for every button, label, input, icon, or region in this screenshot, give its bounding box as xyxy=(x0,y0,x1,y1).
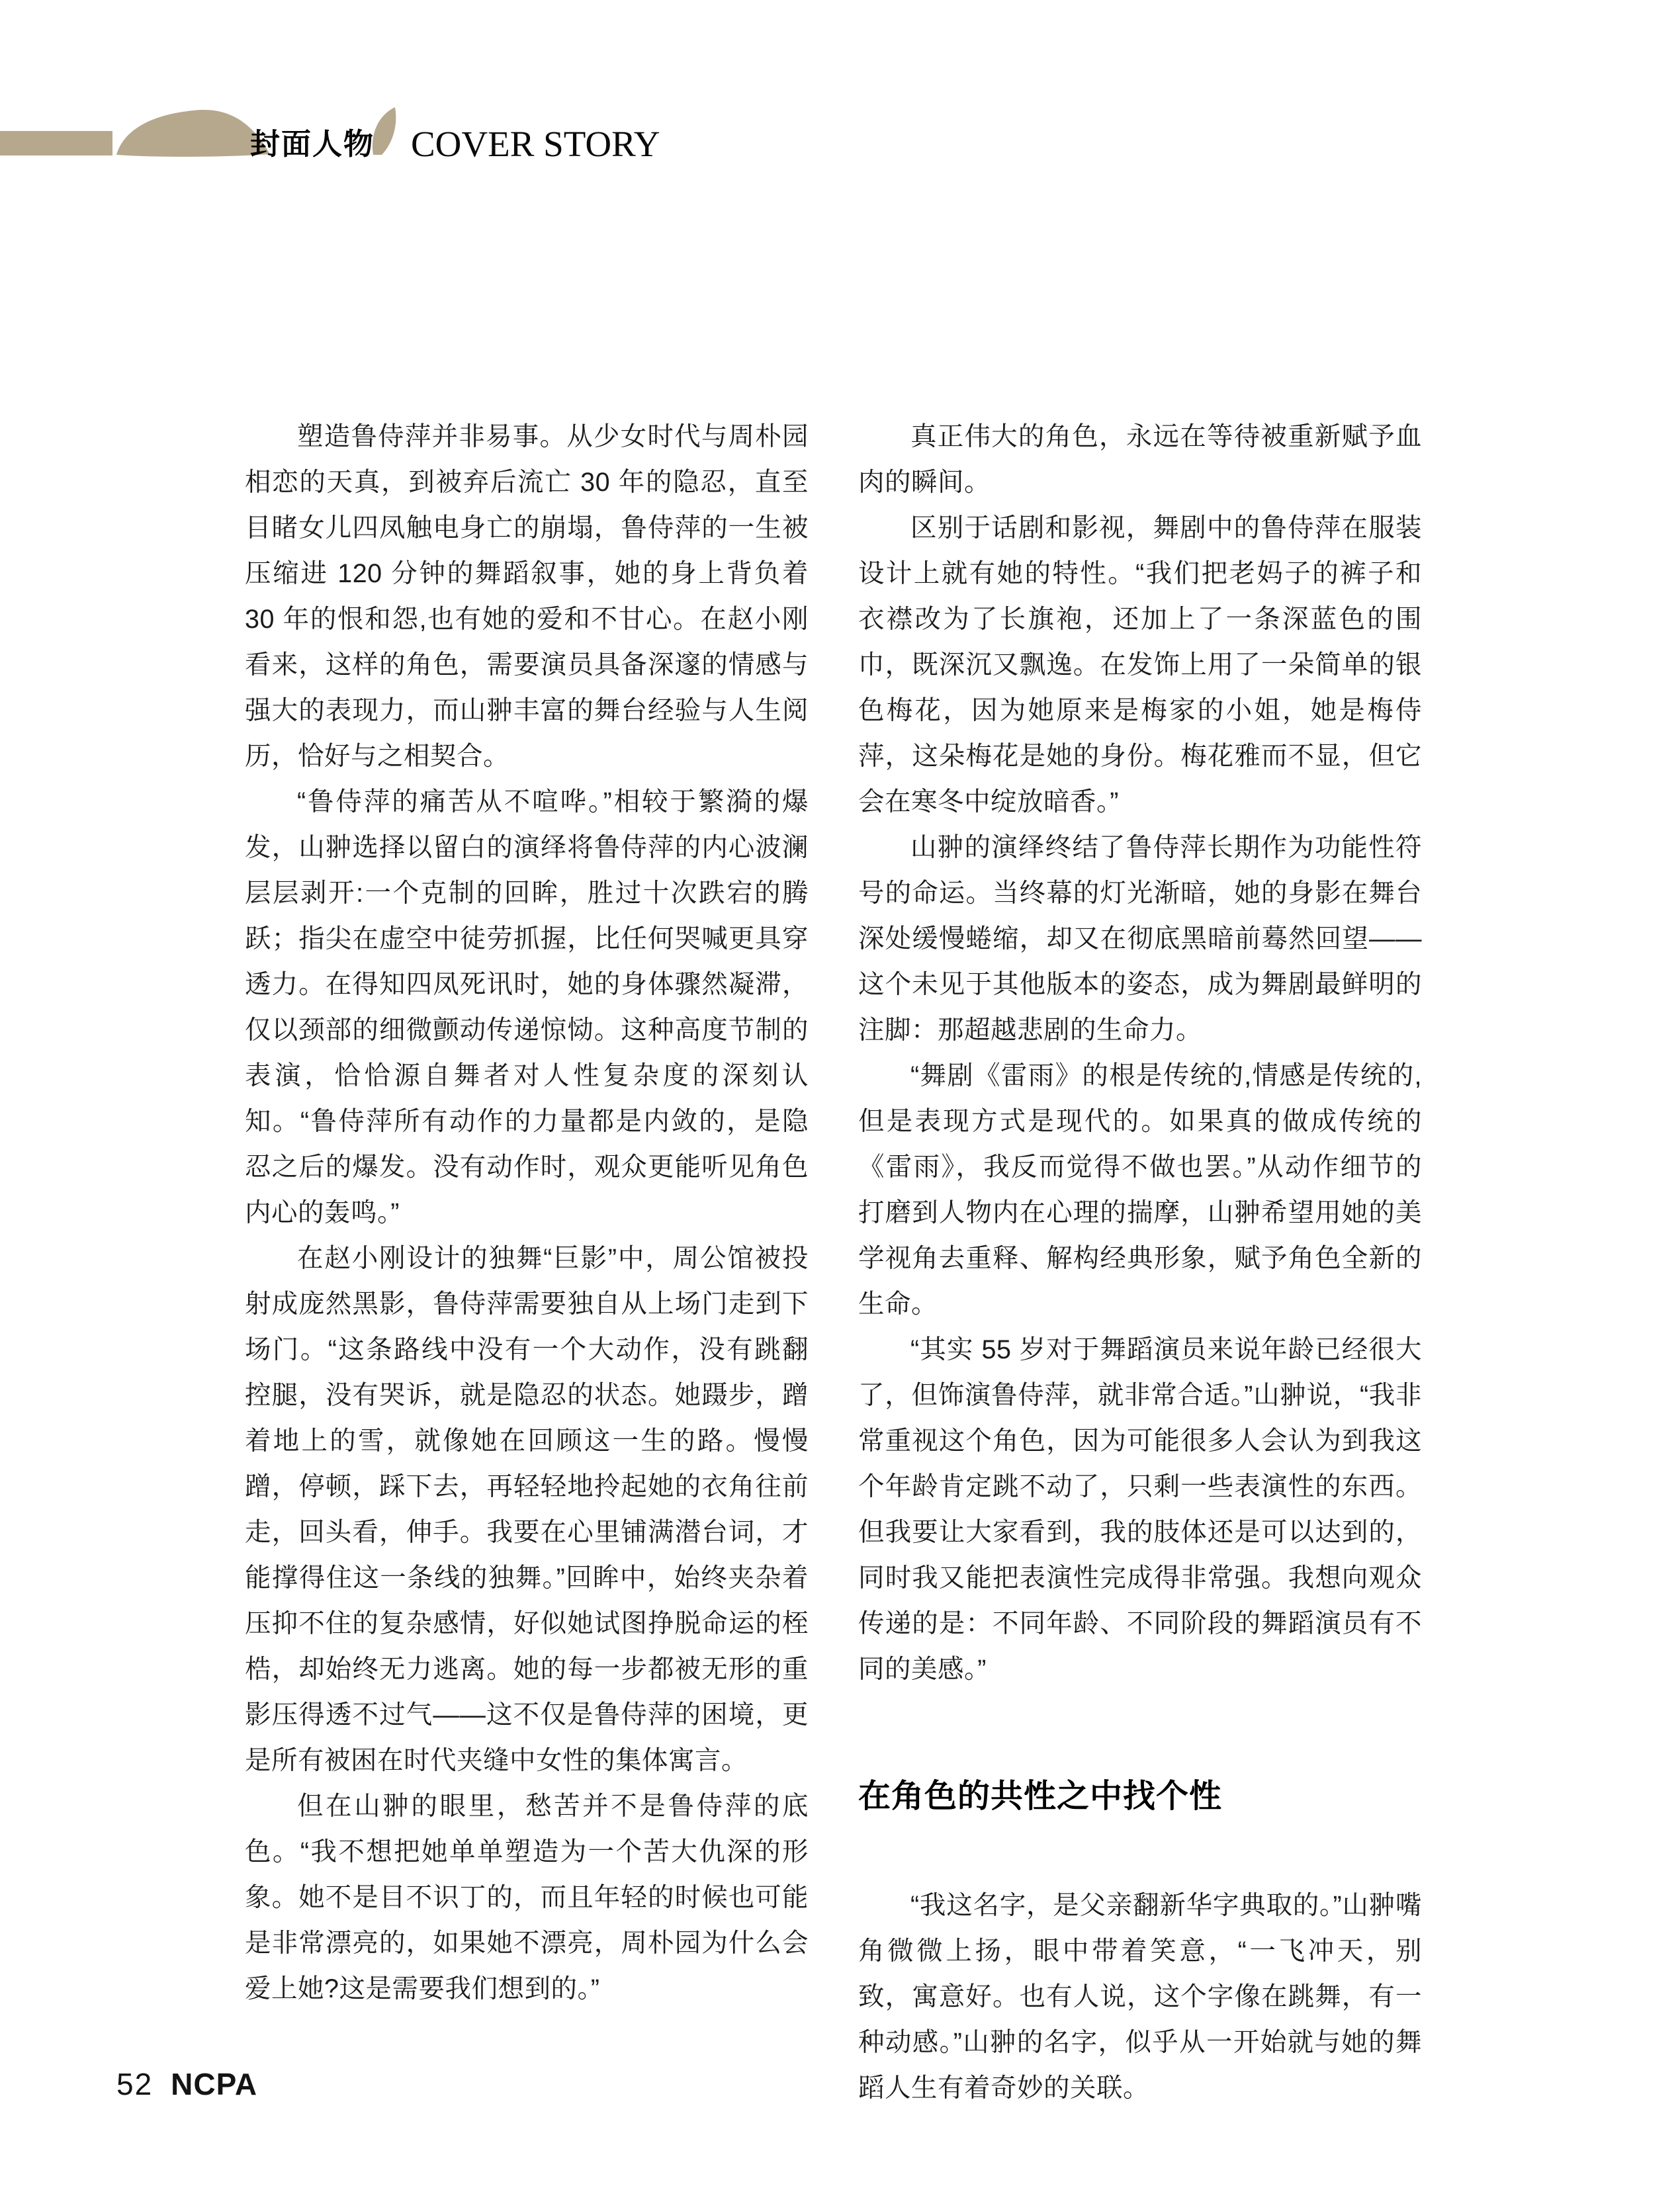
paragraph: “舞剧《雷雨》的根是传统的,情感是传统的,但是表现方式是现代的。如果真的做成传统的《雷雨》，我反而觉得不做也罢。”从动作细节的打磨到人物内在心理的揣摩，山翀希望用她的美学视角去重释、解构经典形象，赋予角色全新的生命。 xyxy=(858,1061,1422,1319)
header-bar xyxy=(0,131,112,155)
paragraph: “鲁侍萍的痛苦从不喧哗。”相较于繁漪的爆发，山翀选择以留白的演绎将鲁侍萍的内心波澜层层剥开:一个克制的回眸，胜过十次跌宕的腾跃；指尖在虚空中徒劳抓握，比任何哭喊更具穿透力。在得知四凤死讯时，她的身体骤然凝滞，仅以颈部的细微颤动传递惊恸。这种高度节制的表演，恰恰源自舞者对人性复杂度的深刻认知。“鲁侍萍所有动作的力量都是内敛的，是隐忍之后的爆发。没有动作时，观众更能听见角色内心的轰鸣。” xyxy=(245,787,809,1227)
header-swoosh-icon xyxy=(373,107,396,155)
paragraph: 真正伟大的角色，永远在等待被重新赋予血肉的瞬间。 xyxy=(858,422,1422,497)
article-column-left xyxy=(245,414,809,2012)
article-column-right xyxy=(858,414,1422,2111)
magazine-code: NCPA xyxy=(171,2067,258,2101)
section-title-cn: 封面人物 xyxy=(250,127,375,161)
paragraph: 在赵小刚设计的独舞“巨影”中，周公馆被投射成庞然黑影，鲁侍萍需要独自从上场门走到下场门。“这条路线中没有一个大动作，没有跳翻控腿，没有哭诉，就是隐忍的状态。她蹑步，蹭着地上的雪，就像她在回顾这一生的路。慢慢蹭，停顿，踩下去，再轻轻地拎起她的衣角往前走，回头看，伸手。我要在心里铺满潜台词，才能撑得住这一条线的独舞。”回眸中，始终夹杂着压抑不住的复杂感情，好似她试图挣脱命运的桎梏，却始终无力逃离。她的每一步都被无形的重影压得透不过气——这不仅是鲁侍萍的困境，更是所有被困在时代夹缝中女性的集体寓言。 xyxy=(245,1244,809,1775)
header-leaf-icon xyxy=(116,110,270,157)
paragraph: “我这名字，是父亲翻新华字典取的。”山翀嘴角微微上扬，眼中带着笑意，“一飞冲天，别致，寓意好。也有人说，这个字像在跳舞，有一种动感。”山翀的名字，似乎从一开始就与她的舞蹈人生有着奇妙的关联。 xyxy=(858,1891,1422,2103)
page-number: 52 xyxy=(116,2067,154,2101)
section-title-en: COVER STORY xyxy=(411,124,660,164)
paragraph: 塑造鲁侍萍并非易事。从少女时代与周朴园相恋的天真，到被弃后流亡 30 年的隐忍，直至目睹女儿四凤触电身亡的崩塌，鲁侍萍的一生被压缩进 120 分钟的舞蹈叙事，她的身上背负着 30 年的恨和怨,也有她的爱和不甘心。在赵小刚看来，这样的角色，需要演员具备深邃的情感与强大的表现力，而山翀丰富的舞台经验与人生阅历，恰好与之相契合。 xyxy=(245,422,809,771)
paragraph: 区别于话剧和影视，舞剧中的鲁侍萍在服装设计上就有她的特性。“我们把老妈子的裤子和衣襟改为了长旗袍，还加上了一条深蓝色的围巾，既深沉又飘逸。在发饰上用了一朵简单的银色梅花，因为她原来是梅家的小姐，她是梅侍萍，这朵梅花是她的身份。梅花雅而不显，但它会在寒冬中绽放暗香。” xyxy=(858,513,1422,816)
section-subheading: 在角色的共性之中找个性 xyxy=(858,1778,1223,1814)
page-footer xyxy=(116,2067,257,2101)
paragraph: “其实 55 岁对于舞蹈演员来说年龄已经很大了，但饰演鲁侍萍，就非常合适。”山翀说，“我非常重视这个角色，因为可能很多人会认为到我这个年龄肯定跳不动了，只剩一些表演性的东西。但我要让大家看到，我的肢体还是可以达到的，同时我又能把表演性完成得非常强。我想向观众传递的是：不同年龄、不同阶段的舞蹈演员有不同的美感。” xyxy=(858,1335,1422,1684)
paragraph: 山翀的演绎终结了鲁侍萍长期作为功能性符号的命运。当终幕的灯光渐暗，她的身影在舞台深处缓慢蜷缩，却又在彻底黑暗前蓦然回望——这个未见于其他版本的姿态，成为舞剧最鲜明的注脚：那超越悲剧的生命力。 xyxy=(858,833,1422,1045)
paragraph: 但在山翀的眼里，愁苦并不是鲁侍萍的底色。“我不想把她单单塑造为一个苦大仇深的形象。她不是目不识丁的，而且年轻的时候也可能是非常漂亮的，如果她不漂亮，周朴园为什么会爱上她?这是需要我们想到的。” xyxy=(245,1792,809,2003)
